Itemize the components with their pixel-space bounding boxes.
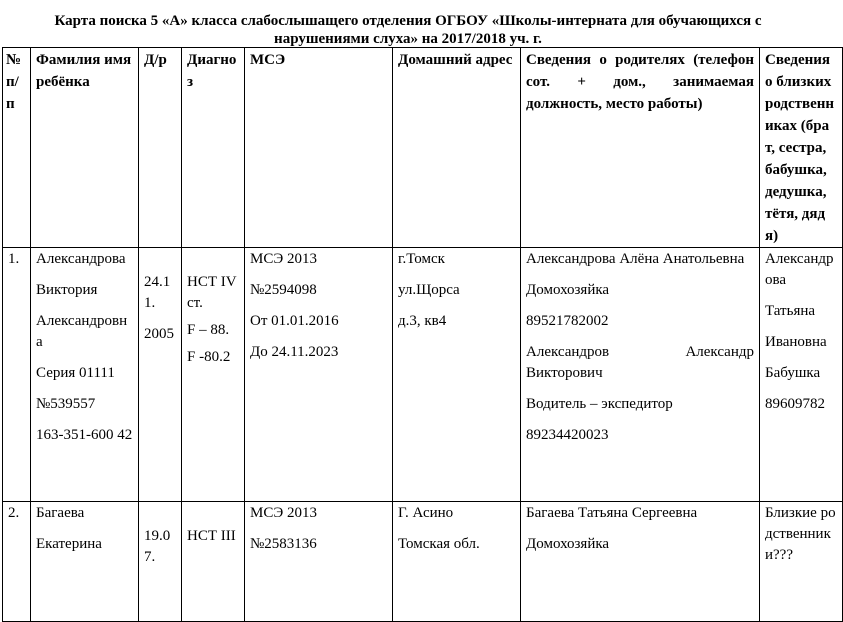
mse-title: МСЭ 2013	[250, 505, 317, 521]
child-name-cell	[31, 502, 139, 622]
header-dob: Д/р	[139, 48, 182, 248]
mse-cell	[245, 502, 393, 622]
diagnosis-cell	[182, 502, 245, 622]
mother-occupation: Домохозяйка	[526, 282, 610, 298]
address-region: Томская обл.	[398, 536, 480, 552]
address-city: г.Томск	[398, 251, 445, 267]
table-row	[3, 248, 843, 502]
mse-cell	[245, 248, 393, 502]
address-city: Г. Асино	[398, 505, 454, 521]
table-header-row	[3, 48, 843, 248]
title-line-1: Карта поиска 5 «А» класса слабослышащего отделения ОГБОУ «Школы-интерната для обучающихся с	[54, 13, 762, 29]
row-number: 1.	[3, 248, 31, 502]
diagnosis-1: НСТ III	[187, 528, 236, 544]
diagnosis-2: F – 88.	[187, 322, 230, 338]
address-cell	[393, 502, 521, 622]
header-relatives: Сведения о близких родственниках (брат, сестра, бабушка, дедушка, тётя, дядя)	[760, 48, 843, 248]
parents-cell	[521, 502, 760, 622]
child-first-name: Екатерина	[36, 536, 102, 552]
dob-cell	[139, 248, 182, 502]
mse-to: До 24.11.2023	[250, 344, 339, 360]
child-name-cell	[31, 248, 139, 502]
dob-year: 2005	[144, 326, 174, 342]
header-num: № п/п	[3, 48, 31, 248]
table-row	[3, 502, 843, 622]
father-name: Александров Александр Викторович	[526, 344, 754, 381]
title-line-2: нарушениями слуха» на 2017/2018 уч. г.	[274, 31, 542, 47]
document-series: Серия 01111	[36, 365, 115, 381]
relatives-note: Близкие родственники???	[765, 505, 836, 563]
address-cell	[393, 248, 521, 502]
mse-from: От 01.01.2016	[250, 313, 339, 329]
dob-day-month: 24.11.	[144, 274, 171, 311]
relative-kinship: Бабушка	[765, 365, 821, 381]
document-title	[0, 12, 816, 48]
relatives-cell	[760, 248, 843, 502]
parents-cell	[521, 248, 760, 502]
header-parents: Сведения о родителях (телефон сот. + дом., занимаемая должность, место работы)	[521, 48, 760, 248]
child-patronymic: Александровна	[36, 313, 128, 350]
search-card-table	[2, 47, 843, 622]
relatives-cell	[760, 502, 843, 622]
diagnosis-cell	[182, 248, 245, 502]
mother-name: Александрова Алёна Анатольевна	[526, 251, 745, 267]
relative-patronymic: Ивановна	[765, 334, 827, 350]
address-street: ул.Щорса	[398, 282, 460, 298]
mse-title: МСЭ 2013	[250, 251, 317, 267]
child-surname: Багаева	[36, 505, 85, 521]
child-first-name: Виктория	[36, 282, 98, 298]
diagnosis-3: F -80.2	[187, 349, 231, 365]
header-name: Фамилия имя ребёнка	[31, 48, 139, 248]
child-surname: Александрова	[36, 251, 126, 267]
header-mse: МСЭ	[245, 48, 393, 248]
dob-day-month: 19.07.	[144, 528, 171, 565]
father-occupation: Водитель – экспедитор	[526, 396, 673, 412]
mse-number: №2594098	[250, 282, 317, 298]
header-diagnosis: Диагноз	[182, 48, 245, 248]
mse-number: №2583136	[250, 536, 317, 552]
row-number: 2.	[3, 502, 31, 622]
father-phone: 89234420023	[526, 427, 609, 443]
mother-phone: 89521782002	[526, 313, 609, 329]
header-address: Домашний адрес	[393, 48, 521, 248]
relative-first-name: Татьяна	[765, 303, 816, 319]
address-house: д.3, кв4	[398, 313, 447, 329]
diagnosis-1: НСТ IV ст.	[187, 274, 237, 311]
relative-surname: Александрова	[765, 251, 834, 288]
relative-phone: 89609782	[765, 396, 825, 412]
dob-cell	[139, 502, 182, 622]
mother-occupation: Домохозяйка	[526, 536, 610, 552]
mother-name: Багаева Татьяна Сергеевна	[526, 505, 698, 521]
snils-number: 163-351-600 42	[36, 427, 133, 443]
document-number: №539557	[36, 396, 96, 412]
